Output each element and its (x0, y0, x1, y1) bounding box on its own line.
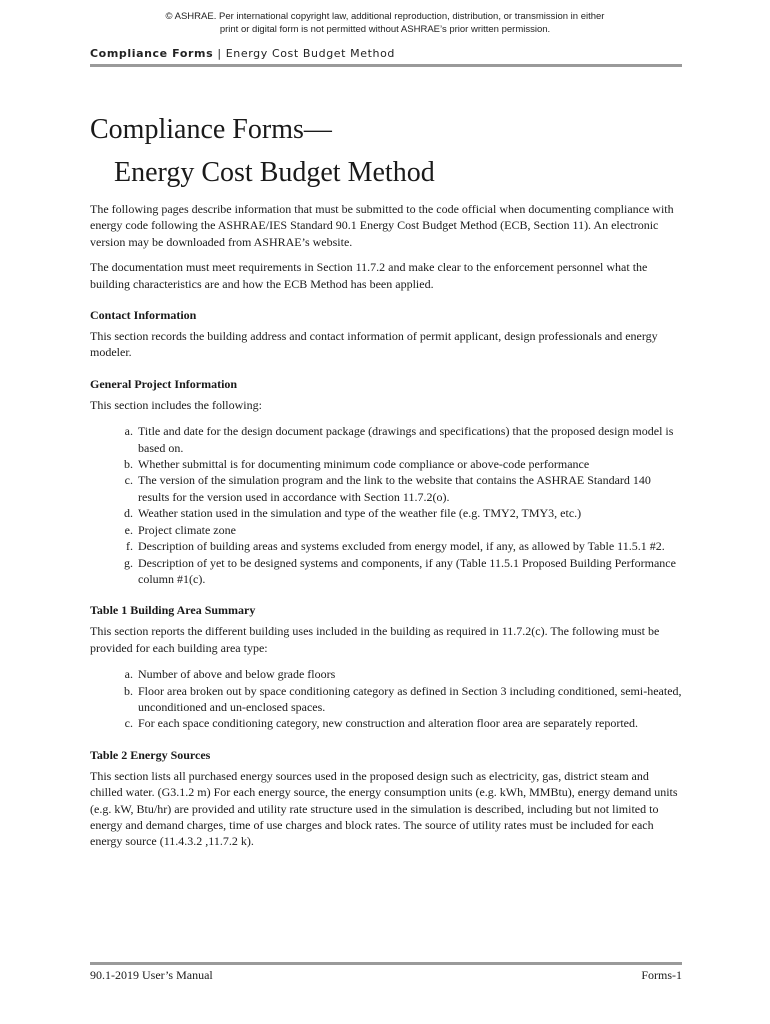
intro-paragraph-2: The documentation must meet requirements in Section 11.7.2 and make clear to the enforcement personnel what the building characteristics are and how the ECB Method has been applied. (90, 260, 648, 291)
section-text-table2: This section lists all purchased energy sources used in the proposed design such as electricity, gas, district steam and chilled water. (G3.1.2 m) For each energy source, the energy consumption units (e.g. kWh, MMBtu), energy demand units (e.g. kW, Btu/hr) are provided and utility rate structure used in the simulation is described, including but not limited to energy and demand charges, time of use charges and block rates. The source of utility rates must be included for each energy source (11.4.3.2 ,11.7.2 k). (90, 768, 678, 849)
section-text-contact: This section records the building address and contact information of permit applicant, design professionals and energy modeler. (90, 329, 658, 360)
list-item: b. Whether submittal is for documenting minimum code compliance or above-code performance (136, 456, 684, 472)
list-item: d. Weather station used in the simulation and type of the weather file (e.g. TMY2, TMY3, etc.) (136, 505, 684, 521)
section-heading-general: General Project Information (90, 376, 238, 391)
intro-paragraph-1: The following pages describe information that must be submitted to the code official when documenting compliance with energy code following the ASHRAE/IES Standard 90.1 Energy Cost Budget Method (ECB, Section 11). An electronic version may be downloaded from ASHRAE’s website. (90, 202, 674, 249)
list-item: b. Floor area broken out by space conditioning category as defined in Section 3 including conditioned, semi-heated, unconditioned and un-enclosed spaces. (136, 683, 684, 716)
page-body (90, 201, 684, 859)
section-heading-table2: Table 2 Energy Sources (90, 747, 211, 762)
list-item: a. Number of above and below grade floors (136, 666, 684, 682)
page-number: Forms-1 (641, 968, 682, 982)
copyright-line-1: © ASHRAE. Per international copyright law, additional reproduction, distribution, or transmission in either (165, 11, 605, 22)
running-header-separator: | (213, 47, 226, 60)
section-text-general: This section includes the following: (90, 397, 262, 412)
running-header (90, 47, 395, 60)
list-item: f. Description of building areas and systems excluded from energy model, if any, as allowed by Table 11.5.1 #2. (136, 538, 684, 554)
running-header-section: Compliance Forms (90, 47, 214, 60)
running-header-topic: Energy Cost Budget Method (225, 47, 396, 60)
section-text-table1: This section reports the different building uses included in the building as required in 11.7.2(c). The following must be provided for each building area type: (90, 624, 660, 655)
copyright-notice (100, 10, 670, 36)
building-area-list (90, 666, 684, 732)
page-title-line-1: Compliance Forms— (90, 114, 332, 145)
section-heading-contact: Contact Information (90, 308, 197, 323)
list-item: c. For each space conditioning category, new construction and alteration floor area are separately reported. (136, 715, 684, 731)
header-rule (90, 64, 682, 67)
footer-rule (90, 962, 682, 965)
list-item: a. Title and date for the design document package (drawings and specifications) that the proposed design model is based on. (136, 423, 684, 456)
copyright-line-2: print or digital form is not permitted without ASHRAE’s prior written permission. (219, 24, 551, 35)
general-info-list (90, 423, 684, 587)
list-item: e. Project climate zone (136, 522, 684, 538)
list-item: c. The version of the simulation program and the link to the website that contains the ASHRAE Standard 140 results for the version used in accordance with Section 11.7.2(o). (136, 472, 684, 505)
footer-manual-title: 90.1-2019 User’s Manual (90, 968, 213, 982)
list-item: g. Description of yet to be designed systems and components, if any (Table 11.5.1 Proposed Building Performance column #1(c). (136, 555, 684, 588)
page-title-line-2: Energy Cost Budget Method (114, 157, 435, 188)
section-heading-table1: Table 1 Building Area Summary (90, 603, 256, 618)
